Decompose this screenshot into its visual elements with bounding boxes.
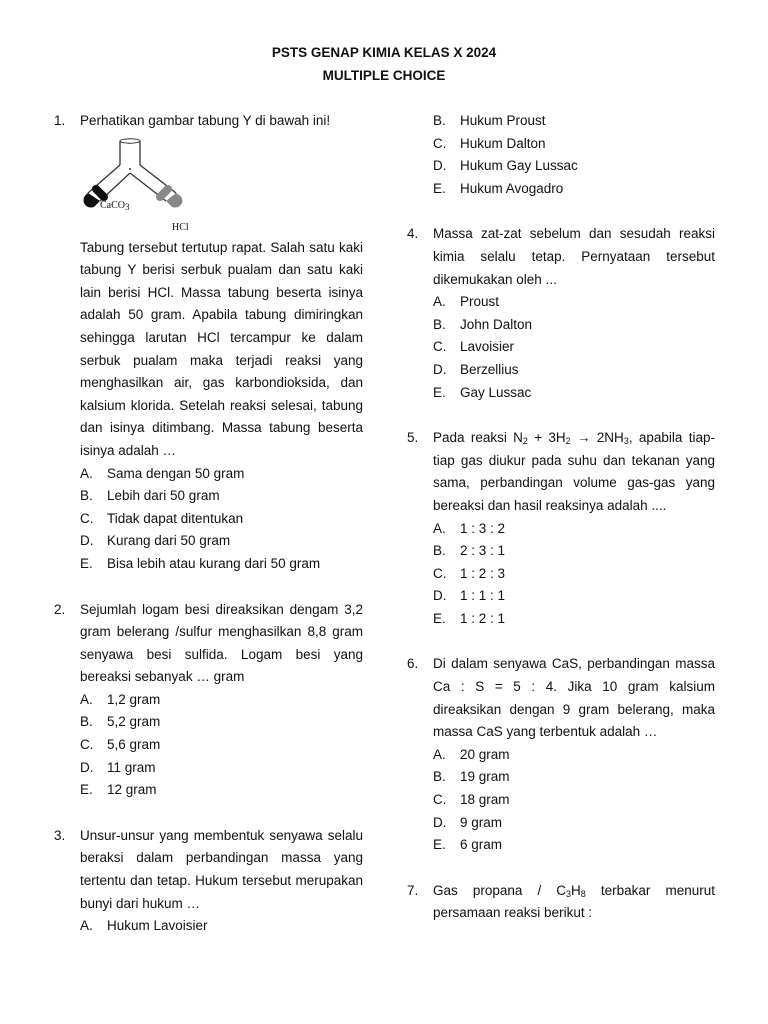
answer-options [433,291,715,404]
question-6 [433,653,715,856]
left-column [54,110,363,938]
question-text: Massa zat-zat sebelum dan sesudah reaksi kimia selalu tetap. Pernyataan tersebut dikemukakan oleh ... [433,226,715,287]
question-2 [80,599,363,802]
option-e[interactable]: E. Gay Lussac [433,384,532,400]
answer-options [433,518,715,631]
option-b[interactable]: B. 2 : 3 : 1 [433,543,506,559]
option-b[interactable]: B. John Dalton [433,316,533,332]
option-d[interactable]: D. Berzellius [433,361,519,377]
question-number: 1. [54,113,66,128]
question-7 [433,880,715,925]
option-b[interactable]: B. Hukum Proust [433,113,546,128]
question-number: 4. [407,226,419,242]
right-column [407,110,715,925]
option-a[interactable]: A. Hukum Lavoisier [80,918,208,934]
question-number: 3. [54,827,66,843]
question-text: Sejumlah logam besi direaksikan dengam 3,2 gram belerang /sulfur menghasilkan 8,8 gram senyawa besi sulfida. Logam besi yang bereaksi sebanyak … gram [80,601,363,685]
option-e[interactable]: E. 12 gram [80,782,157,798]
question-text: Di dalam senyawa CaS, perbandingan massa Ca : S = 5 : 4. Jika 10 gram kalsium direaksikan dengan 9 gram belerang, maka massa CaS yang terbentuk adalah … [433,656,715,740]
option-b[interactable]: B. 19 gram [433,769,510,785]
answer-options [80,915,363,938]
option-b[interactable]: B. 5,2 gram [80,714,161,730]
option-d[interactable]: D. 11 gram [80,759,156,775]
answer-options [80,463,363,576]
question-text: Pada reaksi $N_2 + 3H_2 \to 2NH_3$, apabila tiap-tiap gas diukur pada suhu dan tekanan yang sama, perbandingan volume gas-gas yang bereaksi dan hasil reaksinya adalah .... [433,430,715,513]
question-1 [80,110,363,576]
question-text: Gas propana / $C_3H_8$ terbakar menurut persamaan reaksi berikut : [433,882,715,921]
option-c[interactable]: C. Lavoisier [433,339,515,355]
y-tube-figure [80,137,210,235]
question-text: Unsur-unsur yang membentuk senyawa selalu beraksi dalam perbandingan massa yang tertentu dan tetap. Hukum tersebut merupakan bunyi dari hukum … [80,827,363,911]
question-number: 5. [407,430,419,446]
option-e[interactable]: E. 6 gram [433,837,503,853]
option-a[interactable]: A. 1 : 3 : 2 [433,520,506,536]
option-a[interactable]: A. 1,2 gram [80,691,161,707]
question-4 [433,223,715,404]
question-number: 6. [407,656,419,672]
arrow-icon: → [570,430,597,446]
option-d[interactable]: D. Kurang dari 50 gram [80,533,231,549]
option-c[interactable]: C. Hukum Dalton [433,135,546,151]
option-c[interactable]: C. 18 gram [433,792,510,808]
option-d[interactable]: D. Hukum Gay Lussac [433,158,578,174]
option-b[interactable]: B. Lebih dari 50 gram [80,488,220,504]
option-d[interactable]: D. 1 : 1 : 1 [433,588,506,604]
option-c[interactable]: C. 1 : 2 : 3 [433,565,506,581]
option-c[interactable]: C. Tidak dapat ditentukan [80,510,244,526]
question-prompt: Perhatikan gambar tabung Y di bawah ini! [80,113,331,128]
question-3 [80,825,363,938]
option-a[interactable]: A. 20 gram [433,746,510,762]
option-e[interactable]: E. 1 : 2 : 1 [433,610,506,626]
caco3-label: CaCO$_3$ [100,199,130,212]
hcl-label: HCl [172,221,189,233]
option-a[interactable]: A. Sama dengan 50 gram [80,465,245,481]
question-number: 7. [407,882,419,898]
question-text: Tabung tersebut tertutup rapat. Salah satu kaki tabung Y berisi serbuk pualam dan satu kaki lain berisi HCl. Massa tabung beserta isinya adalah 50 gram. Apabila tabung dimiringkan sehingga larutan HCl tercampur ke dalam serbuk pualam maka terjadi reaksi yang menghasilkan air, gas karbondioksida, dan kalsium klorida. Setelah reaksi selesai, tabung dan isinya ditimbang. Massa tabung beserta isinya adalah … [80,239,363,458]
page-title: PSTS GENAP KIMIA KELAS X 2024 [271,45,497,60]
option-a[interactable]: A. Proust [433,294,500,310]
answer-options [433,744,715,857]
answer-options-continued [433,110,715,200]
question-5 [433,427,715,630]
option-e[interactable]: E. Hukum Avogadro [433,180,564,196]
page-subtitle: MULTIPLE CHOICE [322,68,446,83]
reaction-equation: $N_2 + 3H_2 \to 2NH_3$ [513,430,629,447]
y-tube-diagram [80,137,210,235]
option-c[interactable]: C. 5,6 gram [80,737,161,753]
option-d[interactable]: D. 9 gram [433,814,503,830]
option-e[interactable]: E. Bisa lebih atau kurang dari 50 gram [80,555,321,571]
question-number: 2. [54,601,66,617]
answer-options [80,689,363,802]
